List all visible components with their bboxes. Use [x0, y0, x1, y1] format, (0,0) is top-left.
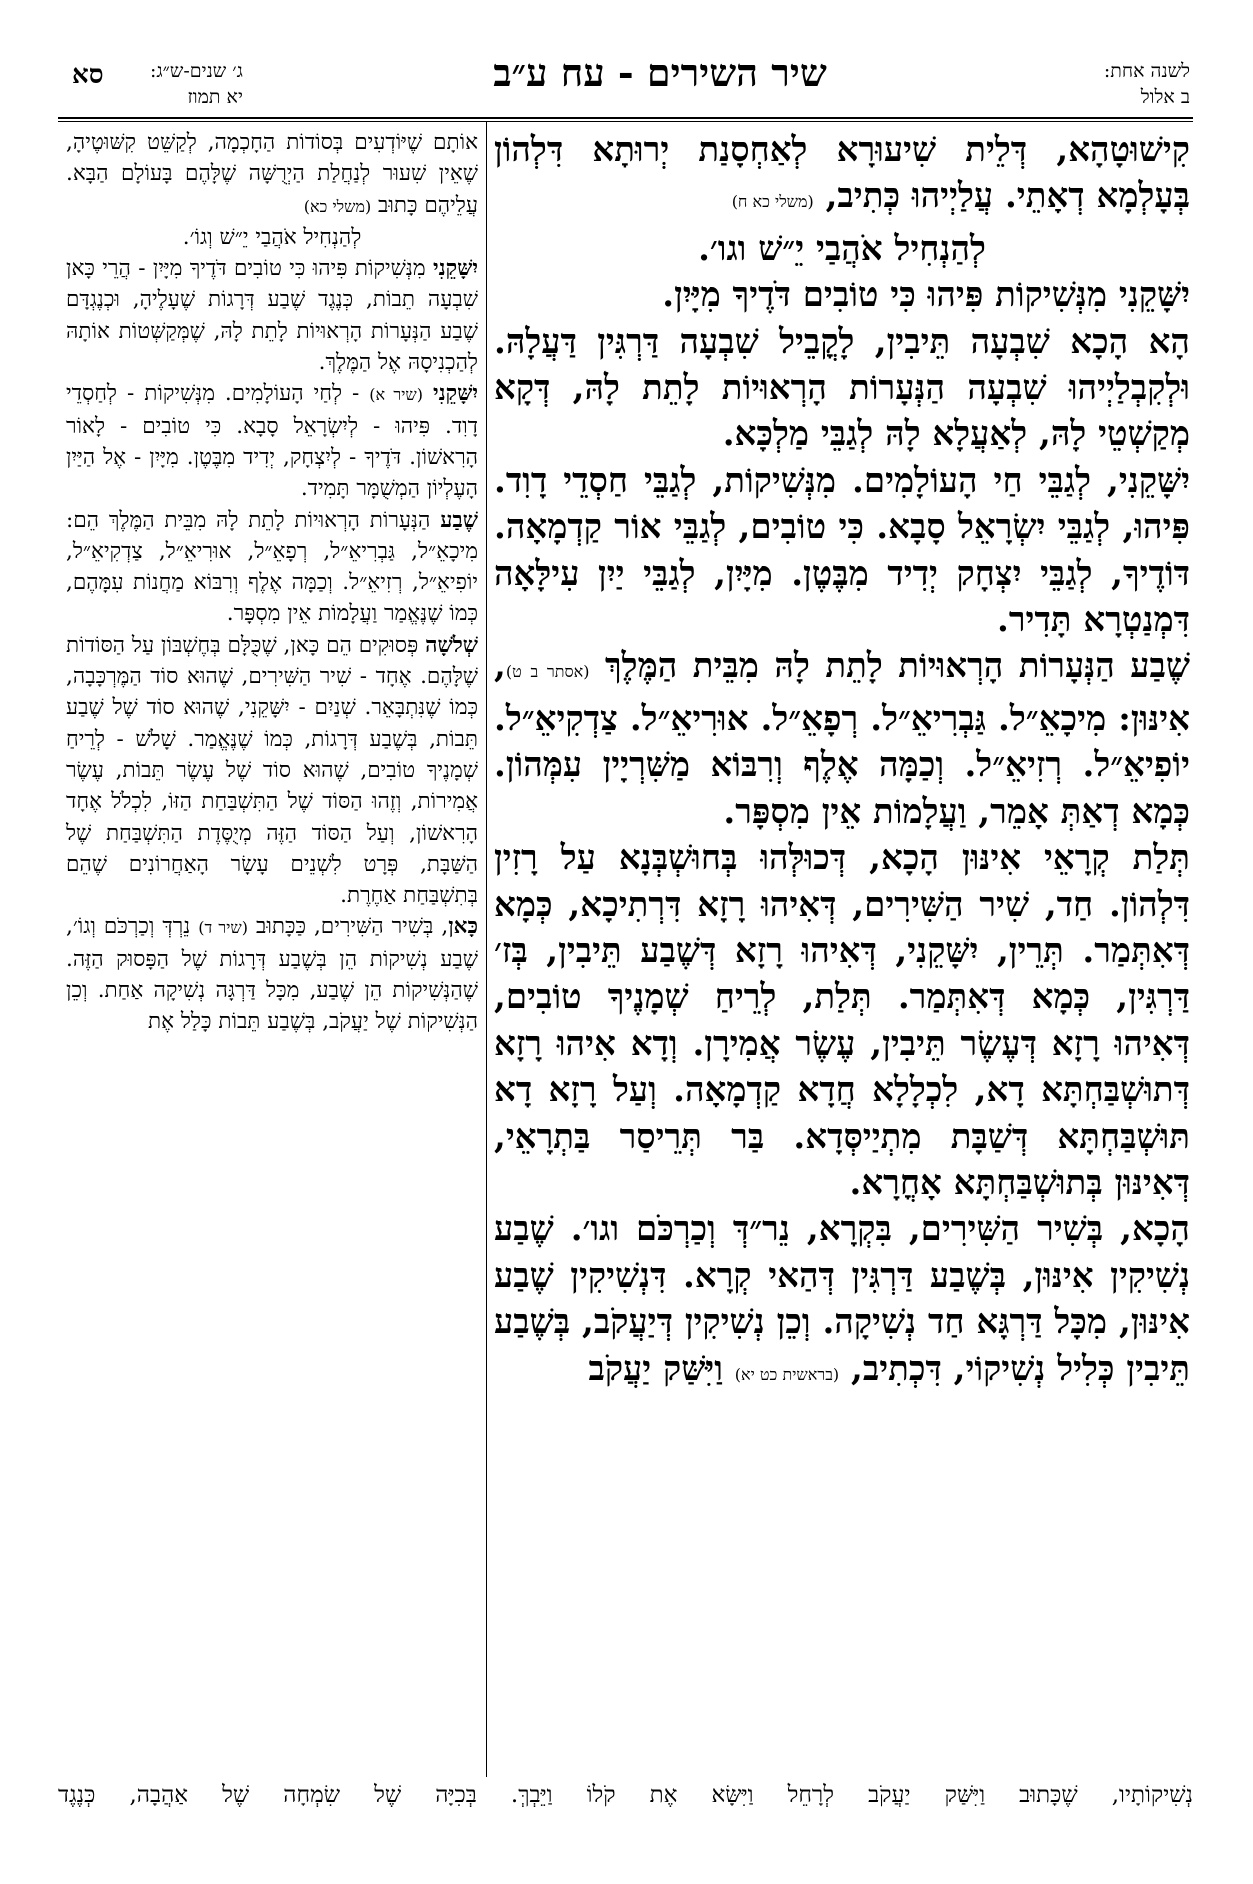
paragraph — [66, 253, 478, 378]
text: הָכָא, בְּשִׁיר הַשִּׁירִים, בִּקְרָא, נֵר״דְּ וְכַרְכֹּם וגו׳. שֶׁבַע נְשִׁיקִין אִינּוּן, בְּשֶׁבַע דַּרְגִּין דְּהַאי קְרָא. דִּנְשִׁיקִין שֶׁבַע אִינּוּן, מִכָּל דַּרְגָּא חַד נְשִׁיקָה. וְכֵן נְשִׁיקִין דְּיַעֲקֹב, בְּשֶׁבַע תֵּיבִין כְּלִיל נְשִׁיקוֹי, דִּכְתִיב, — [494, 1209, 1190, 1389]
text: , בְּשִׁיר הַשִּׁירִים, כַּכָּתוּב — [256, 914, 449, 940]
header-divider-thin — [58, 121, 1193, 122]
paragraph — [66, 911, 478, 1037]
source-reference: (אסתר ב ט) — [505, 662, 590, 682]
paragraph — [66, 127, 478, 222]
text: תְּלַת קְרָאֵי אִינּוּן הָכָא, דְּכוּלְּהוּ בְּחוּשְׁבְּנָא עַל רָזִין דִּלְהוֹן. חַד, שִׁיר הַשִּׁירִים, דְּאִיהוּ רָזָא דִּרְתִיכָא, כְּמָא דְּאִתְּמַר. תְּרֵין, יִשָּׁקֵנִי, דְּאִיהוּ רָזָא דְּשֶׁבַע תֵּיבִין, בְּז׳ דַּרְגִּין, כְּמָא דְּאִתְּמַר. תְּלַת, לְרֵיחַ שְׁמָנֶיךָ טוֹבִים, דְּאִיהוּ רָזָא דְּעֶשֶׂר תֵּיבִין, עֶשֶׂר אֲמִירָן. וְדָא אִיהוּ רָזָא דְּתוּשְׁבַּחְתָּא דָא, לִכְלָלָא חֲדָא קַדְמָאָה. וְעַל רָזָא דָא תּוּשְׁבַּחְתָּא דְּשַׁבָּת מִתְיַיסְּדָא. בַּר תְּרֵיסַר בַּתְרָאֵי, דְּאִינּוּן בְּתוּשְׁבַּחְתָּא אָחֳרָא. — [494, 838, 1190, 1203]
paragraph — [494, 319, 1190, 458]
source-reference: (שיר ד) — [198, 918, 249, 938]
source-reference: (בראשית כט יא) — [734, 1364, 840, 1384]
lead-word: יִשָּׁקֵנִי — [433, 381, 479, 407]
text: פְּסוּקִים הֵם כָּאן, שֶׁכֻּלָּם בְּחֶשְׁבּוֹן עַל הַסּוֹדוֹת שֶׁלָּהֶם. אֶחָד - שִׁיר הַשִּׁירִים, שֶׁהוּא סוֹד הַמֶּרְכָּבָה, כְּמוֹ שֶׁנִּתְבָּאֵר. שְׁנַיִם - יִשָּׁקֵנִי, שֶׁהוּא סוֹד שֶׁל שֶׁבַע תֵּבוֹת, בְּשֶׁבַע דְּרָגוֹת, כְּמוֹ שֶׁנֶּאֱמַר. שָׁלֹשׁ - לְרֵיחַ שְׁמָנֶיךָ טוֹבִים, שֶׁהוּא סוֹד שֶׁל עֶשֶׂר תֵּבוֹת, עֶשֶׂר אֲמִירוֹת, וְזֶהוּ הַסּוֹד שֶׁל הַתִּשְׁבַּחַת הַזּוֹ, לִכְלֹל אֶחָד הָרִאשׁוֹן, וְעַל הַסּוֹד הַזֶּה מְיֻסֶּדֶת הַתִּשְׁבַּחַת שֶׁל הַשַּׁבָּת, פְּרָט לִשְׁנֵים עָשָׂר הָאַחֲרוֹנִים שֶׁהֵם בְּתִשְׁבַּחַת אַחֶרֶת. — [66, 632, 478, 909]
paragraph — [494, 1206, 1190, 1398]
text: קִישׁוּטָהָא, דְּלֵית שִׁיעוּרָא לְאַחְסָנַת יְרוּתָא דִּלְהוֹן בְּעָלְמָא דְאָתֵי. עֲלַיְיהוּ כְּתִיב, — [494, 130, 1190, 217]
source-reference: (שיר א) — [369, 385, 424, 405]
verse-heading — [494, 272, 1190, 318]
text: - לְחַי הָעוֹלָמִים. מִנְּשִׁיקוֹת - לְחַסְדֵי דָוִד. פִּיהוּ - לְיִשְׂרָאֵל סָבָא. כִּי טוֹבִים - לָאוֹר הָרִאשׁוֹן. דֹּדֶיךָ - לְיִצְחָק, יְדִיד מִבֶּטֶן. מִיָּיִן - אֶל הַיַּיִן הָעֶלְיוֹן הַמְשֻׁמָּר תָּמִיד. — [66, 381, 478, 502]
paragraph — [494, 127, 1190, 226]
bottom-continuation-line: נְשִׁיקוֹתָיו, שֶׁכָּתוּב וַיִּשַּׁק יַעֲקֹב לְרָחֵל וַיִּשָּׂא אֶת קֹלוֹ וַיֵּבְךְּ. בְּכִיָּה שֶׁל שִׂמְחָה שֶׁל אַהֲבָה, כְּנֶגֶד — [58, 1782, 1193, 1808]
paragraph — [66, 630, 478, 912]
paragraph — [494, 643, 1190, 835]
text: , אִינּוּן: מִיכָאֵ״ל. גַּבְרִיאֵ״ל. רְפָאֵ״ל. אוּרִיאֵ״ל. צַדְקִיאֵ״ל. יוֹפִיאֵ״ל. רְזִיאֵ״ל. וְכַמָּה אֶלֶף וְרִבּוֹא מַשִּׁרְיָין עִמְּהוֹן. כְּמָא דְאַתְּ אָמֵר, וַעֲלָמוֹת אֵין מִסְפָּר. — [494, 646, 1190, 832]
text: לְהַנְחִיל אֹהֲבַי יֵ״שׁ וגו׳. — [698, 228, 986, 269]
paragraph — [494, 458, 1190, 644]
header-divider — [58, 117, 1193, 119]
text: הָא הָכָא שִׁבְעָה תֵּיבִין, לָקֳבֵיל שִׁבְעָה דַּרְגִּין דַּעֲלָהּ. וּלְקִבְלַיְיהוּ שִׁבְעָה הַנְּעָרוֹת הָרְאוּיוֹת לָתֵת לָהּ, דְּקָא מְקַשְׁטֵי לָהּ, לְאַעֲלָא לָהּ לְגַבֵּי מַלְכָּא. — [494, 321, 1190, 455]
text: יִשָּׁקֵנִי מִנְּשִׁיקוֹת פִּיהוּ כִּי טוֹבִים דֹּדֶיךָ מִיָּיִן. — [662, 275, 1190, 316]
text: הַנְּעָרוֹת הָרְאוּיוֹת לָתֵת לָהּ מִבֵּית הַמֶּלֶךְ הֵם: מִיכָאֵ״ל, גַּבְרִיאֵ״ל, רְפָאֵ״ל, אוּרִיאֵ״ל, צַדְקִיאֵ״ל, יוֹפִיאֵ״ל, רְזִיאֵ״ל. וְכַמָּה אֶלֶף וְרִבּוֹא מַחֲנוֹת עִמָּהֶם, כְּמוֹ שֶׁנֶּאֱמַר וַעֲלָמוֹת אֵין מִסְפָּר. — [66, 507, 478, 627]
column-divider — [486, 121, 487, 1777]
paragraph — [66, 505, 478, 630]
paragraph — [494, 226, 1190, 272]
paragraph — [494, 835, 1190, 1206]
page-title: שיר השירים - עח ע״ב — [493, 50, 827, 95]
schedule-three-years-date: יא תמוז — [187, 86, 243, 108]
text: יִשָּׁקֵנִי, לְגַבֵּי חַי הָעוֹלָמִים. מִנְּשִׁיקוֹת, לְגַבֵּי חַסְדֵי דָוִד. פִּיהוּ, לְגַבֵּי יִשְׂרָאֵל סָבָא. כִּי טוֹבִים, לְגַבֵּי אוֹר קַדְמָאָה. דּוֹדֶיךָ, לְגַבֵּי יִצְחָק יְדִיד מִבֶּטֶן. מִיָּיִן, לְגַבֵּי יַיִן עִילָּאָה דִּמְנַטְרָא תָּדִיר. — [494, 460, 1190, 641]
text: לְהַנְחִיל אֹהֲבַי יֵ״שׁ וְגוֹ׳. — [182, 224, 362, 250]
schedule-three-years-label: ג׳ שנים-ש״ג: — [150, 60, 243, 82]
paragraph — [66, 222, 478, 253]
text: שֶׁבַע הַנְּעָרוֹת הָרְאוּיוֹת לָתֵת לָהּ מִבֵּית הַמֶּלֶךְ — [604, 646, 1190, 687]
schedule-one-year-label: לשנה אחת: — [1103, 60, 1190, 82]
page-number: סא — [72, 60, 104, 90]
schedule-three-years — [150, 58, 243, 110]
text: וַיִּשַּׁק יַעֲקֹב — [588, 1348, 723, 1389]
text: נֵרְדְּ וְכַרְכֹּם וְגוֹ׳, שֶׁבַע נְשִׁיקוֹת הֵן בְּשֶׁבַע דְּרָגוֹת שֶׁל הַפָּסוּק הַזֶּה. שֶׁהַנְּשִׁיקוֹת הֵן שֶׁבַע, מִכָּל דַּרְגָּה נְשִׁיקָה אַחַת. וְכֵן הַנְּשִׁיקוֹת שֶׁל יַעֲקֹב, בְּשֶׁבַע תֵּבוֹת כָּלַל אֶת — [66, 914, 478, 1035]
source-reference: (משלי כא ח) — [731, 192, 814, 212]
lead-word: שְׁלֹשָׁה — [425, 632, 478, 658]
schedule-one-year-date: ב אלול — [1140, 86, 1190, 108]
paragraph — [66, 378, 478, 504]
aramaic-text-column — [494, 127, 1190, 1398]
lead-word: כָּאן — [448, 914, 478, 940]
lead-word: שֶׁבַע — [440, 507, 478, 533]
lead-word: יִשָּׁקֵנִי — [433, 256, 478, 282]
hebrew-translation-column — [66, 127, 478, 1038]
source-reference: (משלי כא) — [303, 196, 372, 216]
text: מִנְּשִׁיקוֹת פִּיהוּ כִּי טוֹבִים דֹּדֶיךָ מִיָּיִן - הֲרֵי כָּאן שִׁבְעָה תֵבוֹת, כְּנֶגֶד שֶׁבַע דְּרָגוֹת שֶׁעָלֶיהָ, וּכְנֶגְדָּם שֶׁבַע הַנְּעָרוֹת הָרְאוּיוֹת לָתֵת לָהּ, שֶׁמְּקַשְּׁטוֹת אוֹתָהּ לְהַכְנִיסָהּ אֶל הַמֶּלֶךְ. — [66, 256, 478, 376]
schedule-one-year — [980, 58, 1190, 110]
text: אוֹתָם שֶׁיּוֹדְעִים בְּסוֹדוֹת הַחָכְמָה, לְקַשֵּׁט קִשּׁוּטֶיהָ, שֶׁאֵין שִׁעוּר לְנַחֲלַת הַיְרֻשָּׁה שֶׁלָּהֶם בָּעוֹלָם הַבָּא. עֲלֵיהֶם כָּתוּב — [66, 130, 478, 218]
